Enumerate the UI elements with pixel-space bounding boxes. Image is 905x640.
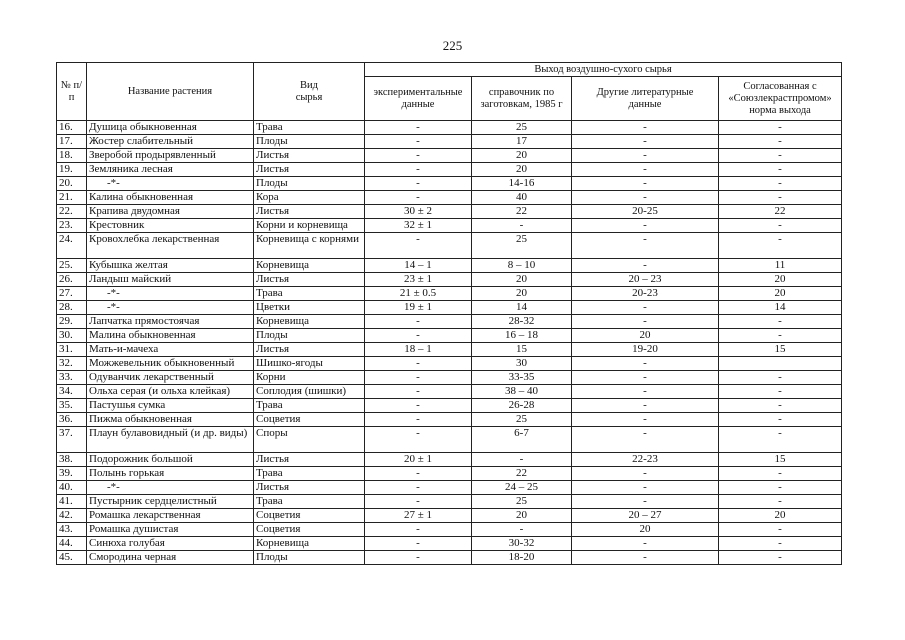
row-exp: 21 ± 0.5 bbox=[365, 287, 472, 301]
table-row bbox=[57, 481, 842, 495]
row-agreed: - bbox=[719, 385, 842, 399]
row-name: -*- bbox=[87, 287, 254, 301]
row-num: 22. bbox=[57, 205, 87, 219]
row-name: Пустырник сердцелистный bbox=[87, 495, 254, 509]
row-num: 31. bbox=[57, 343, 87, 357]
row-ref: 25 bbox=[472, 121, 572, 135]
row-lit: - bbox=[572, 467, 719, 481]
row-exp: - bbox=[365, 371, 472, 385]
row-agreed: 11 bbox=[719, 259, 842, 273]
row-lit: - bbox=[572, 233, 719, 259]
row-ref: 8 – 10 bbox=[472, 259, 572, 273]
header-name: Название растения bbox=[87, 63, 254, 121]
row-type: Корневища с корнями bbox=[254, 233, 365, 259]
row-num: 40. bbox=[57, 481, 87, 495]
row-exp: - bbox=[365, 495, 472, 509]
table-row bbox=[57, 301, 842, 315]
row-ref: 20 bbox=[472, 273, 572, 287]
table-row bbox=[57, 233, 842, 259]
table-row bbox=[57, 315, 842, 329]
row-name: Смородина черная bbox=[87, 551, 254, 565]
row-lit: - bbox=[572, 413, 719, 427]
row-type: Листья bbox=[254, 149, 365, 163]
row-agreed bbox=[719, 357, 842, 371]
table-body bbox=[57, 121, 842, 565]
table-row bbox=[57, 219, 842, 233]
row-num: 20. bbox=[57, 177, 87, 191]
row-lit: - bbox=[572, 481, 719, 495]
row-agreed: - bbox=[719, 233, 842, 259]
row-agreed: - bbox=[719, 413, 842, 427]
header-reference: справочник по заготовкам, 1985 г bbox=[472, 77, 572, 121]
row-name: Плаун булавовидный (и др. виды) bbox=[87, 427, 254, 453]
row-exp: 30 ± 2 bbox=[365, 205, 472, 219]
table-row bbox=[57, 371, 842, 385]
row-exp: - bbox=[365, 523, 472, 537]
row-agreed: 22 bbox=[719, 205, 842, 219]
row-type: Трава bbox=[254, 495, 365, 509]
row-exp: - bbox=[365, 149, 472, 163]
row-name: Крапива двудомная bbox=[87, 205, 254, 219]
row-type: Трава bbox=[254, 467, 365, 481]
table-row bbox=[57, 453, 842, 467]
row-name: Пижма обыкновенная bbox=[87, 413, 254, 427]
row-agreed: 15 bbox=[719, 453, 842, 467]
row-exp: - bbox=[365, 163, 472, 177]
row-num: 28. bbox=[57, 301, 87, 315]
row-lit: 20 bbox=[572, 523, 719, 537]
row-agreed: - bbox=[719, 399, 842, 413]
row-exp: 18 – 1 bbox=[365, 343, 472, 357]
row-name: -*- bbox=[87, 301, 254, 315]
row-name: Можжевельник обыкновенный bbox=[87, 357, 254, 371]
row-exp: 19 ± 1 bbox=[365, 301, 472, 315]
row-agreed: - bbox=[719, 163, 842, 177]
row-type: Соцветия bbox=[254, 523, 365, 537]
row-agreed: - bbox=[719, 523, 842, 537]
row-lit: - bbox=[572, 121, 719, 135]
row-ref: - bbox=[472, 523, 572, 537]
row-lit: - bbox=[572, 495, 719, 509]
row-ref: 6-7 bbox=[472, 427, 572, 453]
row-exp: - bbox=[365, 399, 472, 413]
row-name: Синюха голубая bbox=[87, 537, 254, 551]
row-agreed: - bbox=[719, 315, 842, 329]
row-type: Листья bbox=[254, 205, 365, 219]
row-lit: 20 bbox=[572, 329, 719, 343]
row-lit: - bbox=[572, 315, 719, 329]
row-lit: - bbox=[572, 399, 719, 413]
row-exp: - bbox=[365, 427, 472, 453]
header-type: Вид сырья bbox=[254, 63, 365, 121]
row-name: Крестовник bbox=[87, 219, 254, 233]
table-row bbox=[57, 357, 842, 371]
row-agreed: 15 bbox=[719, 343, 842, 357]
row-num: 36. bbox=[57, 413, 87, 427]
table-row bbox=[57, 163, 842, 177]
row-agreed: - bbox=[719, 149, 842, 163]
row-name: Мать-и-мачеха bbox=[87, 343, 254, 357]
table-row bbox=[57, 191, 842, 205]
row-exp: - bbox=[365, 413, 472, 427]
row-ref: 20 bbox=[472, 149, 572, 163]
row-type: Трава bbox=[254, 121, 365, 135]
table-row bbox=[57, 177, 842, 191]
table-row bbox=[57, 329, 842, 343]
row-agreed: 20 bbox=[719, 509, 842, 523]
row-exp: 14 – 1 bbox=[365, 259, 472, 273]
row-lit: 22-23 bbox=[572, 453, 719, 467]
table-row bbox=[57, 121, 842, 135]
row-lit: - bbox=[572, 219, 719, 233]
row-name: Жостер слабительный bbox=[87, 135, 254, 149]
table-row bbox=[57, 135, 842, 149]
row-type: Корневища bbox=[254, 315, 365, 329]
row-ref: 30 bbox=[472, 357, 572, 371]
row-num: 33. bbox=[57, 371, 87, 385]
row-lit: - bbox=[572, 357, 719, 371]
row-name: Ромашка душистая bbox=[87, 523, 254, 537]
row-agreed: - bbox=[719, 551, 842, 565]
table-row bbox=[57, 385, 842, 399]
row-num: 37. bbox=[57, 427, 87, 453]
row-exp: - bbox=[365, 329, 472, 343]
row-num: 42. bbox=[57, 509, 87, 523]
row-num: 18. bbox=[57, 149, 87, 163]
row-type: Соплодия (шишки) bbox=[254, 385, 365, 399]
row-agreed: - bbox=[719, 177, 842, 191]
row-type: Соцветия bbox=[254, 509, 365, 523]
row-type: Корневища bbox=[254, 537, 365, 551]
row-lit: 19-20 bbox=[572, 343, 719, 357]
row-num: 26. bbox=[57, 273, 87, 287]
row-lit: 20-23 bbox=[572, 287, 719, 301]
row-ref: 15 bbox=[472, 343, 572, 357]
row-num: 29. bbox=[57, 315, 87, 329]
row-ref: 28-32 bbox=[472, 315, 572, 329]
row-agreed: - bbox=[719, 135, 842, 149]
row-ref: 25 bbox=[472, 413, 572, 427]
row-lit: - bbox=[572, 551, 719, 565]
row-lit: - bbox=[572, 385, 719, 399]
row-type: Корневища bbox=[254, 259, 365, 273]
row-lit: 20-25 bbox=[572, 205, 719, 219]
row-lit: - bbox=[572, 135, 719, 149]
row-num: 24. bbox=[57, 233, 87, 259]
table-row bbox=[57, 509, 842, 523]
row-ref: 17 bbox=[472, 135, 572, 149]
table-row bbox=[57, 523, 842, 537]
row-name: Кубышка желтая bbox=[87, 259, 254, 273]
row-num: 41. bbox=[57, 495, 87, 509]
row-agreed: - bbox=[719, 481, 842, 495]
table-row bbox=[57, 149, 842, 163]
table-row bbox=[57, 537, 842, 551]
row-num: 23. bbox=[57, 219, 87, 233]
row-exp: - bbox=[365, 537, 472, 551]
row-ref: 38 – 40 bbox=[472, 385, 572, 399]
page-number: 225 bbox=[442, 38, 463, 53]
row-num: 43. bbox=[57, 523, 87, 537]
row-exp: - bbox=[365, 481, 472, 495]
row-type: Плоды bbox=[254, 177, 365, 191]
row-num: 19. bbox=[57, 163, 87, 177]
row-name: Калина обыкновенная bbox=[87, 191, 254, 205]
row-ref: - bbox=[472, 453, 572, 467]
table-row bbox=[57, 467, 842, 481]
row-name: Малина обыкновенная bbox=[87, 329, 254, 343]
row-type: Листья bbox=[254, 343, 365, 357]
row-agreed: - bbox=[719, 371, 842, 385]
row-name: Земляника лесная bbox=[87, 163, 254, 177]
row-name: Зверобой продырявленный bbox=[87, 149, 254, 163]
row-ref: 22 bbox=[472, 205, 572, 219]
row-num: 30. bbox=[57, 329, 87, 343]
table-row bbox=[57, 413, 842, 427]
row-name: -*- bbox=[87, 177, 254, 191]
row-ref: 20 bbox=[472, 287, 572, 301]
row-ref: - bbox=[472, 219, 572, 233]
row-name: Одуванчик лекарственный bbox=[87, 371, 254, 385]
header-agreed: Согласованная с «Союзлекрастпромом» норма выхода bbox=[719, 77, 842, 121]
row-num: 25. bbox=[57, 259, 87, 273]
row-agreed: 14 bbox=[719, 301, 842, 315]
row-exp: - bbox=[365, 121, 472, 135]
row-lit: 20 – 27 bbox=[572, 509, 719, 523]
row-agreed: - bbox=[719, 329, 842, 343]
row-name: Ландыш майский bbox=[87, 273, 254, 287]
row-exp: - bbox=[365, 385, 472, 399]
row-agreed: - bbox=[719, 427, 842, 453]
row-agreed: - bbox=[719, 495, 842, 509]
row-num: 17. bbox=[57, 135, 87, 149]
header-experimental: экспериментальные данные bbox=[365, 77, 472, 121]
row-ref: 14 bbox=[472, 301, 572, 315]
row-exp: 20 ± 1 bbox=[365, 453, 472, 467]
row-num: 32. bbox=[57, 357, 87, 371]
row-ref: 33-35 bbox=[472, 371, 572, 385]
row-exp: - bbox=[365, 467, 472, 481]
row-exp: - bbox=[365, 315, 472, 329]
row-type: Споры bbox=[254, 427, 365, 453]
row-lit: - bbox=[572, 427, 719, 453]
table-row bbox=[57, 205, 842, 219]
row-num: 35. bbox=[57, 399, 87, 413]
row-exp: 23 ± 1 bbox=[365, 273, 472, 287]
table-row bbox=[57, 287, 842, 301]
row-lit: 20 – 23 bbox=[572, 273, 719, 287]
row-agreed: - bbox=[719, 219, 842, 233]
row-lit: - bbox=[572, 301, 719, 315]
table-row bbox=[57, 399, 842, 413]
row-type: Плоды bbox=[254, 135, 365, 149]
table-row bbox=[57, 343, 842, 357]
row-name: Пастушья сумка bbox=[87, 399, 254, 413]
row-ref: 40 bbox=[472, 191, 572, 205]
header-num: № п/п bbox=[57, 63, 87, 121]
row-ref: 24 – 25 bbox=[472, 481, 572, 495]
row-name: Душица обыкновенная bbox=[87, 121, 254, 135]
row-type: Листья bbox=[254, 453, 365, 467]
table-row bbox=[57, 427, 842, 453]
row-agreed: 20 bbox=[719, 273, 842, 287]
row-type: Шишко-ягоды bbox=[254, 357, 365, 371]
row-lit: - bbox=[572, 177, 719, 191]
row-num: 44. bbox=[57, 537, 87, 551]
row-agreed: 20 bbox=[719, 287, 842, 301]
row-type: Листья bbox=[254, 163, 365, 177]
row-lit: - bbox=[572, 259, 719, 273]
row-num: 21. bbox=[57, 191, 87, 205]
row-lit: - bbox=[572, 537, 719, 551]
row-agreed: - bbox=[719, 191, 842, 205]
row-exp: - bbox=[365, 177, 472, 191]
table-row bbox=[57, 495, 842, 509]
row-type: Листья bbox=[254, 273, 365, 287]
row-type: Трава bbox=[254, 399, 365, 413]
row-type: Соцветия bbox=[254, 413, 365, 427]
row-exp: - bbox=[365, 551, 472, 565]
row-type: Корни и корневища bbox=[254, 219, 365, 233]
row-name: Подорожник большой bbox=[87, 453, 254, 467]
header-literature: Другие литературные данные bbox=[572, 77, 719, 121]
row-type: Корни bbox=[254, 371, 365, 385]
plant-yield-table bbox=[56, 62, 842, 565]
table-row bbox=[57, 551, 842, 565]
table-row bbox=[57, 259, 842, 273]
row-lit: - bbox=[572, 191, 719, 205]
row-exp: - bbox=[365, 135, 472, 149]
row-type: Плоды bbox=[254, 551, 365, 565]
row-name: -*- bbox=[87, 481, 254, 495]
row-ref: 30-32 bbox=[472, 537, 572, 551]
row-name: Кровохлебка лекарственная bbox=[87, 233, 254, 259]
row-lit: - bbox=[572, 149, 719, 163]
row-type: Кора bbox=[254, 191, 365, 205]
row-agreed: - bbox=[719, 467, 842, 481]
row-num: 34. bbox=[57, 385, 87, 399]
row-exp: 32 ± 1 bbox=[365, 219, 472, 233]
row-agreed: - bbox=[719, 537, 842, 551]
row-exp: - bbox=[365, 233, 472, 259]
row-ref: 14-16 bbox=[472, 177, 572, 191]
row-name: Ромашка лекарственная bbox=[87, 509, 254, 523]
row-ref: 25 bbox=[472, 233, 572, 259]
row-ref: 16 – 18 bbox=[472, 329, 572, 343]
row-exp: - bbox=[365, 357, 472, 371]
row-lit: - bbox=[572, 371, 719, 385]
row-lit: - bbox=[572, 163, 719, 177]
row-num: 38. bbox=[57, 453, 87, 467]
row-ref: 22 bbox=[472, 467, 572, 481]
row-ref: 20 bbox=[472, 163, 572, 177]
row-name: Лапчатка прямостоячая bbox=[87, 315, 254, 329]
row-name: Полынь горькая bbox=[87, 467, 254, 481]
header-group: Выход воздушно-сухого сырья bbox=[365, 63, 842, 77]
row-type: Листья bbox=[254, 481, 365, 495]
row-num: 39. bbox=[57, 467, 87, 481]
row-type: Трава bbox=[254, 287, 365, 301]
table-row bbox=[57, 273, 842, 287]
row-ref: 18-20 bbox=[472, 551, 572, 565]
row-ref: 20 bbox=[472, 509, 572, 523]
row-exp: 27 ± 1 bbox=[365, 509, 472, 523]
row-num: 45. bbox=[57, 551, 87, 565]
row-name: Ольха серая (и ольха клейкая) bbox=[87, 385, 254, 399]
row-type: Цветки bbox=[254, 301, 365, 315]
row-type: Плоды bbox=[254, 329, 365, 343]
row-ref: 26-28 bbox=[472, 399, 572, 413]
row-ref: 25 bbox=[472, 495, 572, 509]
row-agreed: - bbox=[719, 121, 842, 135]
row-exp: - bbox=[365, 191, 472, 205]
row-num: 16. bbox=[57, 121, 87, 135]
row-num: 27. bbox=[57, 287, 87, 301]
